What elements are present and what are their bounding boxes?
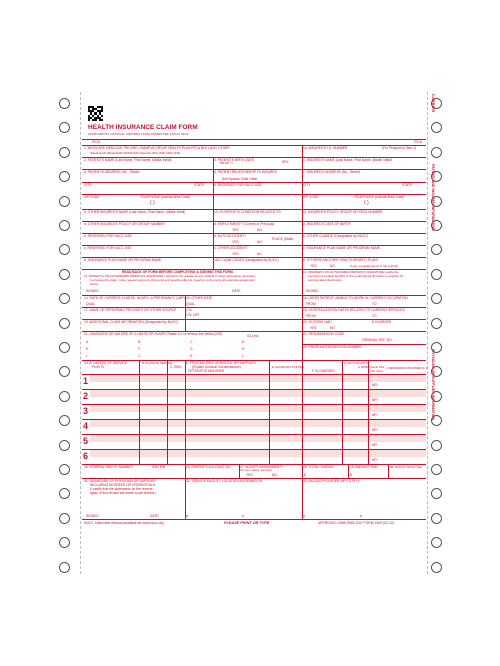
box-20-yes[interactable]: YES (310, 326, 317, 330)
tractor-hole-icon (431, 293, 442, 304)
carrier-label: CARRIER (431, 94, 436, 113)
npi-6: NPI (372, 458, 378, 462)
box-11d-label: d. IS THERE ANOTHER HEALTH BENEFIT PLAN? (303, 258, 379, 262)
diag-f[interactable]: F. (138, 347, 141, 351)
box-24b-label: B. PLACE OF SERVICE (142, 361, 173, 365)
zip-label[interactable]: ZIP CODE (84, 195, 100, 199)
read-back-notice: READ BACK OF FORM BEFORE COMPLETING & SIGNING THIS FORM. (122, 270, 234, 274)
box-24f-label: F. $ CHARGES (312, 369, 335, 373)
diag-c[interactable]: C. (190, 340, 194, 344)
box-3-sex: SEX (282, 160, 289, 164)
line-number-1: 1 (83, 376, 89, 386)
npi-1: NPI (372, 383, 378, 387)
city-label[interactable]: CITY (84, 183, 92, 187)
box-25-label[interactable]: 25. FEDERAL TAX I.D. NUMBER (84, 465, 133, 469)
tractor-hole-icon (59, 318, 70, 329)
box-21-label: 21. DIAGNOSIS OR NATURE OF ILLNESS OR INJURY Relate A-L to service line below (24E) (84, 332, 223, 336)
box-29-dollar: $ (350, 473, 352, 477)
box-33b[interactable]: b. (360, 514, 363, 518)
box-9c-label: c. RESERVED FOR NUCC USE (84, 246, 132, 250)
box-17-label[interactable]: 17. NAME OF REFERRING PROVIDER OR OTHER SOURCE (84, 308, 177, 312)
tractor-hole-icon (59, 366, 70, 377)
box-28-label[interactable]: 28. TOTAL CHARGE (303, 465, 334, 469)
box-11a-label[interactable]: a. INSURED'S DATE OF BIRTH (303, 222, 351, 226)
telephone-label[interactable]: TELEPHONE (Include Area Code) (140, 195, 191, 199)
box-10d-label[interactable]: 10d. CLAIM CODES (Designated by NUCC) (214, 258, 279, 262)
tractor-hole-icon (431, 122, 442, 133)
box-20-label: 20. OUTSIDE LAB? (303, 320, 333, 324)
footer-instruction: NUCC Instruction Manual available at: www.nucc.org (84, 521, 164, 525)
box-14-qual[interactable]: QUAL (86, 302, 95, 306)
diag-d[interactable]: D. (242, 340, 246, 344)
tractor-hole-icon (431, 244, 442, 255)
box-16-label[interactable]: 16. DATES PATIENT UNABLE TO WORK IN CURRENT OCCUPATION (303, 296, 408, 300)
box-13-text-2: payment of medical benefits to the undersigned physician or supplier for (308, 274, 404, 278)
box-33-label[interactable]: 33. BILLING PROVIDER INFO & PH # (303, 479, 360, 483)
box-19-label[interactable]: 19. ADDITIONAL CLAIM INFORMATION (Designated by NUCC) (84, 320, 179, 324)
box-27-label: 27. ACCEPT ASSIGNMENT? (240, 465, 283, 469)
box-23-label[interactable]: 23. PRIOR AUTHORIZATION NUMBER (303, 345, 362, 349)
box-12-text-3: below. (90, 282, 99, 286)
box-17a-label[interactable]: 17a. (186, 308, 193, 312)
box-13-signed[interactable]: SIGNED (306, 289, 319, 293)
tractor-hole-icon (59, 391, 70, 402)
box-31-line3: (I certify that the statements on the reverse (90, 487, 153, 491)
box-24c-label: C. EMG (170, 365, 182, 369)
box-24d-cpt: CPT/HCPCS MODIFIER (188, 369, 225, 373)
tractor-hole-icon (59, 488, 70, 499)
box-1-label: 1. MEDICARE MEDICAID TRICARE CHAMPVA GROUP HEALTH PLAN FECA BLK LUNG OTHER (84, 146, 230, 150)
box-12-text-2: to process this claim. I also request payment of government benefits either to myself or to the party who accepts assignment (90, 278, 255, 282)
box-31-date[interactable]: DATE (150, 514, 159, 518)
box-14-label[interactable]: 14. DATE OF CURRENT ILLNESS, INJURY, or PREGNANCY (LMP) (84, 296, 185, 300)
box-11b-label[interactable]: b. OTHER CLAIM ID (Designated by NUCC) (303, 234, 369, 238)
insured-city-label[interactable]: CITY (303, 183, 311, 187)
diag-k[interactable]: K. (190, 354, 194, 358)
box-10a-no[interactable]: NO (257, 228, 262, 232)
npi-5: NPI (372, 443, 378, 447)
box-18-from: FROM (306, 314, 316, 318)
box-28-dollar: $ (304, 473, 306, 477)
tractor-hole-icon (59, 147, 70, 158)
box-10a-label: a. EMPLOYMENT? (Current or Previous) (214, 222, 275, 226)
box-15-qual[interactable]: QUAL (186, 302, 195, 306)
tractor-hole-icon (59, 342, 70, 353)
approval-line: APPROVED BY NATIONAL UNIFORM CLAIM COMMITTEE (NUCC) 02/12 (88, 132, 189, 136)
box-11-label[interactable]: 11. INSURED'S POLICY GROUP OR FECA NUMBER (303, 210, 383, 214)
box-10a-yes[interactable]: YES (232, 228, 239, 232)
box-24a-from-to: From To (92, 365, 105, 369)
tractor-hole-icon (59, 440, 70, 451)
box-20-no[interactable]: NO (330, 326, 335, 330)
diag-h[interactable]: H. (242, 347, 246, 351)
box-32-label[interactable]: 32. SERVICE FACILITY LOCATION INFORMATION (186, 479, 263, 483)
left-perforation (80, 92, 81, 574)
tractor-hole-icon (431, 440, 442, 451)
tractor-hole-icon (431, 269, 442, 280)
tractor-hole-icon (59, 513, 70, 524)
box-10c-no[interactable]: NO (257, 252, 262, 256)
box-20-charges[interactable]: $ CHARGES (372, 320, 392, 324)
diag-j[interactable]: J. (138, 354, 141, 358)
state-label[interactable]: STATE (194, 183, 205, 187)
form-title: HEALTH INSURANCE CLAIM FORM (88, 124, 198, 131)
box-24j-label: J. RENDERING PROVIDER ID. # (386, 366, 428, 370)
pica-right: PICA (414, 140, 422, 144)
insured-telephone-label[interactable]: TELEPHONE (Include Area Code) (354, 195, 405, 199)
npi-2: NPI (372, 398, 378, 402)
box-15-label[interactable]: 15. OTHER DATE (186, 296, 213, 300)
line-number-5: 5 (83, 436, 89, 446)
box-9a-label[interactable]: a. OTHER INSURED'S POLICY OR GROUP NUMBER (84, 222, 165, 226)
box-24e-label: E. DIAGNOSIS POINTER (272, 365, 305, 369)
tractor-hole-icon (431, 562, 442, 573)
tractor-hole-icon (431, 318, 442, 329)
footer-approved: APPROVED OMB-0938-1197 FORM 1500 (02-12) (318, 521, 394, 525)
tractor-hole-icon (431, 537, 442, 548)
box-24d-sub: (Explain Unusual Circumstances) (192, 365, 241, 369)
diag-i[interactable]: I. (86, 354, 88, 358)
diag-e[interactable]: E. (86, 347, 90, 351)
line-number-3: 3 (83, 406, 89, 416)
box-24a-label: 24. A. DATE(S) OF SERVICE (84, 361, 128, 365)
box-31-line2: INCLUDING DEGREES OR CREDENTIALS (90, 483, 156, 487)
box-10b-no[interactable]: NO (257, 240, 262, 244)
tractor-hole-icon (59, 562, 70, 573)
tractor-hole-icon (59, 415, 70, 426)
box-2-label[interactable]: 2. PATIENT'S NAME (Last Name, First Name, Middle Initial) (84, 158, 172, 162)
box-10b-yes[interactable]: YES (232, 240, 239, 244)
box-18-label[interactable]: 18. HOSPITALIZATION DATES RELATED TO CURRENT SERVICES (303, 308, 405, 312)
box-1-sub[interactable]: (Medicare#) (Medicaid#) (ID#/DoD#) (Member ID#) (ID#) (ID#) (ID#) (90, 151, 181, 155)
side-label-physician: PHYSICIAN OR SUPPLIER INFORMATION (431, 349, 435, 421)
box-22-orig[interactable]: ORIGINAL REF. NO. (362, 338, 393, 342)
box-11d-note: If yes, complete items 9, 9a, and 9d. (350, 264, 399, 268)
tractor-hole-icon (431, 513, 442, 524)
box-8-label: 8. RESERVED FOR NUCC USE (214, 183, 262, 187)
line-number-4: 4 (83, 421, 89, 431)
box-17b-label[interactable]: 17b. NPI (186, 313, 199, 317)
qr-code-icon (88, 106, 103, 121)
box-32a[interactable]: a. (186, 514, 189, 518)
box-26-label[interactable]: 26. PATIENT'S ACCOUNT NO. (186, 465, 232, 469)
box-9d-label[interactable]: d. INSURANCE PLAN NAME OR PROGRAM NAME (84, 258, 162, 262)
tractor-hole-icon (59, 537, 70, 548)
tractor-hole-icon (59, 220, 70, 231)
box-31-label: 31. SIGNATURE OF PHYSICIAN OR SUPPLIER (84, 479, 156, 483)
box-9-label[interactable]: 9. OTHER INSURED'S NAME (Last Name, First Name, Middle Initial) (84, 210, 186, 214)
box-11c-label[interactable]: c. INSURANCE PLAN NAME OR PROGRAM NAME (303, 246, 381, 250)
diag-g[interactable]: G. (190, 347, 194, 351)
box-10c-label: c. OTHER ACCIDENT? (214, 246, 249, 250)
box-9b-label: b. RESERVED FOR NUCC USE (84, 234, 132, 238)
tractor-hole-icon (431, 147, 442, 158)
box-12-signed[interactable]: SIGNED (86, 289, 99, 293)
box-27-no[interactable]: NO (272, 473, 277, 477)
box-24g-label: G. DAYS OR UNITS (344, 362, 368, 365)
tractor-hole-icon (431, 488, 442, 499)
box-29-label[interactable]: 29. AMOUNT PAID (350, 465, 378, 469)
box-3-label[interactable]: 3. PATIENT'S BIRTH DATE (214, 158, 255, 162)
box-5-label[interactable]: 5. PATIENT'S ADDRESS (No., Street) (84, 170, 140, 174)
box-3-date-format: MM DD YY (220, 162, 233, 165)
npi-4: NPI (372, 428, 378, 432)
box-24d-label: D. PROCEDURES, SERVICES, OR SUPPLIES (186, 361, 256, 365)
tractor-hole-icon (431, 464, 442, 475)
box-4-label[interactable]: 4. INSURED'S NAME (Last Name, First Name, Middle Initial) (303, 158, 392, 162)
box-33a[interactable]: a. (303, 514, 306, 518)
box-13-text: 13. INSURED'S OR AUTHORIZED PERSON'S SIGNATURE I authorize (303, 270, 399, 274)
tractor-hole-icon (59, 122, 70, 133)
insured-telephone-paren: ( ) (364, 200, 369, 206)
box-24i-label: I. ID. QUAL. (370, 370, 384, 373)
box-10c-yes[interactable]: YES (232, 252, 239, 256)
box-16-from: FROM (306, 302, 316, 306)
diag-b[interactable]: B. (138, 340, 142, 344)
npi-3: NPI (372, 413, 378, 417)
box-30-label: 30. Rsvd for NUCC Use (390, 465, 422, 469)
tractor-hole-icon (59, 464, 70, 475)
diag-l[interactable]: L. (242, 354, 245, 358)
box-11d-no[interactable]: NO (330, 264, 335, 268)
pica-left: PICA (92, 140, 100, 144)
box-31-signed[interactable]: SIGNED (86, 514, 99, 518)
box-16-to: TO (372, 302, 377, 306)
tractor-hole-icon (59, 171, 70, 182)
box-22-label[interactable]: 22. RESUBMISSION CODE (303, 332, 345, 336)
tractor-hole-icon (59, 269, 70, 280)
box-27-yes[interactable]: YES (246, 473, 253, 477)
box-11d-yes[interactable]: YES (310, 264, 317, 268)
claim-form (82, 94, 436, 553)
box-18-to: TO (372, 314, 377, 318)
box-7-label[interactable]: 7. INSURED'S ADDRESS (No., Street) (303, 170, 360, 174)
box-10b-label: b. AUTO ACCIDENT? (214, 234, 247, 238)
line-number-6: 6 (83, 451, 89, 461)
box-13-text-3: services described below. (308, 278, 343, 282)
box-27-note: (For govt. claims, see back) (240, 469, 272, 472)
side-label-patient: PATIENT AND INSURED INFORMATION (431, 164, 435, 231)
box-25-ssn-ein[interactable]: SSN EIN (152, 465, 166, 469)
box-10-label: 10. IS PATIENT'S CONDITION RELATED TO: (214, 210, 282, 214)
box-12-text: 12. PATIENT'S OR AUTHORIZED PERSON'S SIGNATURE I authorize the release of any medical or other information necessary (84, 274, 256, 278)
tractor-hole-icon (59, 196, 70, 207)
tractor-hole-icon (59, 293, 70, 304)
box-31-line4: apply to this bill and are made a part thereof.) (90, 491, 157, 495)
telephone-paren: ( ) (150, 200, 155, 206)
box-10b-place[interactable]: PLACE (State) (272, 237, 294, 241)
box-6-label: 6. PATIENT RELATIONSHIP TO INSURED (214, 170, 277, 174)
box-1a-note: (For Program in Item 1) (382, 146, 417, 150)
box-12-date[interactable]: DATE (232, 289, 241, 293)
box-24h-label: H. EPSDT Family Plan (358, 366, 385, 369)
footer-please-print: PLEASE PRINT OR TYPE (224, 521, 270, 525)
insured-state-label[interactable]: STATE (402, 183, 413, 187)
tractor-hole-icon (59, 244, 70, 255)
right-perforation (427, 92, 428, 574)
left-tractor-strip (50, 92, 78, 574)
box-21-icd[interactable]: ICD Ind. (247, 334, 260, 338)
box-32b[interactable]: b. (242, 514, 245, 518)
tractor-hole-icon (59, 98, 70, 109)
insured-zip-label[interactable]: ZIP CODE (303, 195, 319, 199)
box-1a-label[interactable]: 1a. INSURED'S I.D. NUMBER (303, 146, 348, 150)
diag-a[interactable]: A. (86, 340, 90, 344)
line-number-2: 2 (83, 391, 89, 401)
box-6-options[interactable]: Self Spouse Child Other (222, 177, 258, 181)
